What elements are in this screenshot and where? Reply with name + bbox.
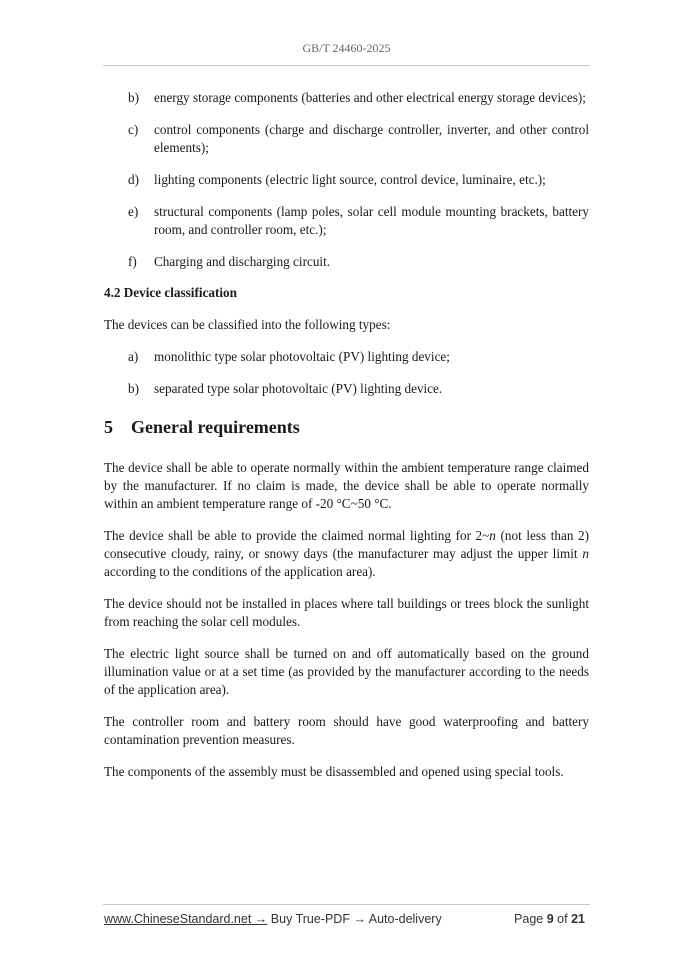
- section-intro: The devices can be classified into the following types:: [104, 317, 391, 332]
- website-link-text: www.ChineseStandard.net: [104, 912, 252, 926]
- list-item-text: monolithic type solar photovoltaic (PV) lighting device;: [154, 349, 450, 364]
- list-item: [104, 89, 589, 107]
- list-item-text: Charging and discharging circuit.: [154, 254, 331, 269]
- standard-code: GB/T 24460-2025: [302, 41, 391, 55]
- list-item-text: energy storage components (batteries and other electrical energy storage devices);: [154, 90, 586, 105]
- list-item-text: separated type solar photovoltaic (PV) lighting device.: [154, 381, 443, 396]
- section-number: 5: [104, 417, 113, 437]
- footer-divider: [103, 904, 590, 905]
- paragraph: The components of the assembly must be disassembled and opened using special tools.: [104, 764, 564, 779]
- list-item: [104, 380, 589, 398]
- paragraph-text: The device shall be able to provide the claimed normal lighting for 2~: [104, 528, 490, 543]
- list-item-label: a): [128, 349, 139, 364]
- section-heading-4-2: 4.2 Device classification: [104, 285, 237, 300]
- list-item: [104, 253, 589, 271]
- paragraph-text: according to the conditions of the application area).: [104, 564, 376, 579]
- buy-link[interactable]: Buy True-PDF: [270, 912, 350, 926]
- list-item-text: control components (charge and discharge controller, inverter, and other control elements);: [154, 122, 589, 155]
- variable-n: n: [582, 546, 589, 561]
- list-item: [104, 203, 589, 239]
- arrow-right-icon: →: [353, 912, 366, 926]
- section-title: General requirements: [131, 417, 300, 437]
- page-indicator: [514, 912, 585, 926]
- page-content: [104, 89, 589, 795]
- paragraph: [104, 527, 589, 581]
- page-of: of: [557, 912, 568, 926]
- list-item: [104, 171, 589, 189]
- list-item: [104, 348, 589, 366]
- page-footer: [104, 912, 590, 926]
- paragraph-text: (not less than 2) consecutive cloudy, rainy, or snowy days (the manufacturer may adjust the upper limit: [104, 528, 589, 561]
- list-item: [104, 121, 589, 157]
- page-current: 9: [546, 912, 554, 926]
- header-divider: [103, 65, 590, 66]
- list-item-text: lighting components (electric light source, control device, luminaire, etc.);: [154, 172, 546, 187]
- section-heading-5: [104, 416, 589, 438]
- delivery-text: Auto-delivery: [368, 912, 442, 926]
- page-label: Page: [514, 912, 544, 926]
- page-total: 21: [571, 912, 585, 926]
- list-item-label: d): [128, 172, 139, 187]
- paragraph: The device should not be installed in places where tall buildings or trees block the sunlight from reaching the solar cell modules.: [104, 596, 589, 629]
- list-item-label: b): [128, 90, 139, 105]
- paragraph: The controller room and battery room should have good waterproofing and battery contamination prevention measures.: [104, 714, 589, 747]
- paragraph: The electric light source shall be turned on and off automatically based on the ground illumination value or at a set time (as provided by the manufacturer according to the needs of the application area).: [104, 646, 589, 697]
- variable-n: n: [489, 528, 496, 543]
- paragraph: The device shall be able to operate normally within the ambient temperature range claimed by the manufacturer. If no claim is made, the device shall be able to operate normally within an ambient temperature range of -20 °C~50 °C.: [104, 460, 589, 511]
- website-link[interactable]: [104, 912, 267, 926]
- document-header: [0, 41, 693, 56]
- list-item-label: e): [128, 204, 139, 219]
- list-item-label: c): [128, 122, 139, 137]
- list-item-text: structural components (lamp poles, solar cell module mounting brackets, battery room, and controller room, etc.);: [154, 204, 589, 237]
- list-item-label: b): [128, 381, 139, 396]
- arrow-right-icon: →: [254, 912, 268, 926]
- list-item-label: f): [128, 254, 137, 269]
